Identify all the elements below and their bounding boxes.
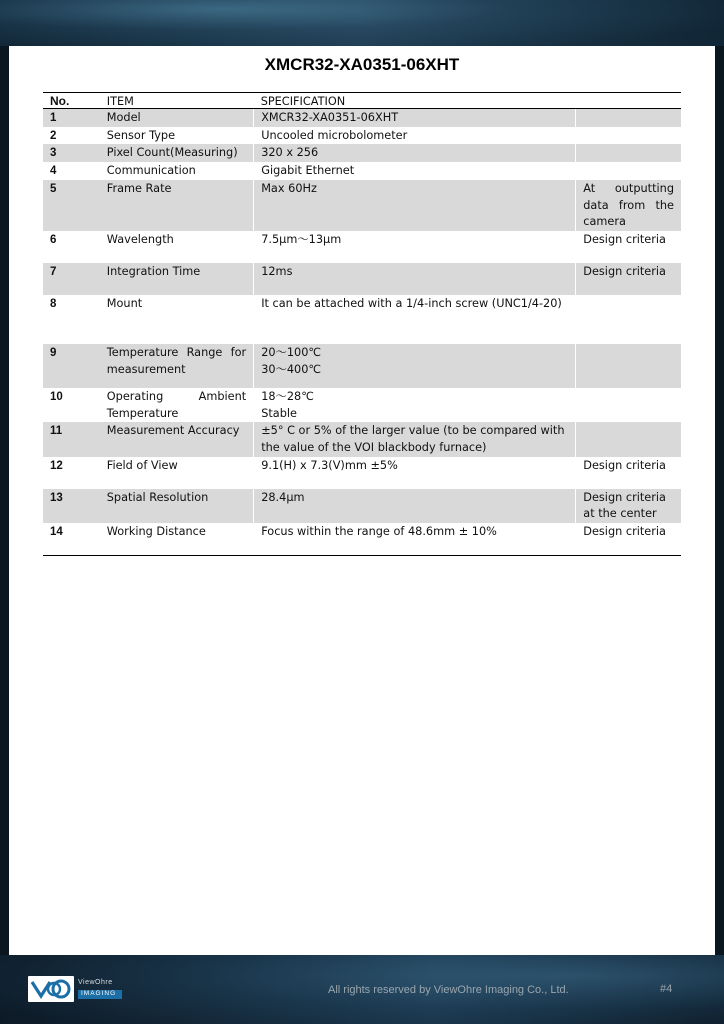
table-header-row bbox=[43, 93, 681, 109]
column-header-note bbox=[576, 93, 681, 109]
row-spec: 7.5μm〜13μm bbox=[254, 231, 576, 263]
row-item: Mount bbox=[100, 295, 254, 344]
row-number: 8 bbox=[50, 297, 57, 310]
row-item: Measurement Accuracy bbox=[100, 422, 254, 456]
row-note: Design criteria bbox=[576, 263, 681, 295]
row-spec: Max 60Hz bbox=[254, 180, 576, 231]
row-number: 10 bbox=[50, 390, 63, 403]
row-note: Design criteria at the center bbox=[576, 489, 681, 523]
row-note bbox=[576, 109, 681, 127]
table-row bbox=[43, 457, 681, 489]
logo-imaging-bar bbox=[78, 990, 122, 999]
row-item: Spatial Resolution bbox=[100, 489, 254, 523]
row-spec: 28.4μm bbox=[254, 489, 576, 523]
row-note bbox=[576, 162, 681, 180]
row-spec: Uncooled microbolometer bbox=[254, 127, 576, 145]
row-item: Model bbox=[100, 109, 254, 127]
column-header-spec: SPECIFICATION bbox=[254, 93, 576, 109]
table-row bbox=[43, 344, 681, 388]
row-note bbox=[576, 388, 681, 422]
row-number: 6 bbox=[50, 233, 57, 246]
row-spec: ±5° C or 5% of the larger value (to be compared with the value of the VOI blackbody furnace) bbox=[254, 422, 576, 456]
row-note bbox=[576, 144, 681, 162]
table-row bbox=[43, 180, 681, 231]
row-item: Field of View bbox=[100, 457, 254, 489]
row-note bbox=[576, 422, 681, 456]
spec-table bbox=[43, 92, 681, 556]
row-number: 2 bbox=[50, 129, 57, 142]
table-row bbox=[43, 523, 681, 556]
table-row bbox=[43, 231, 681, 263]
logo-subtitle: IMAGING bbox=[81, 990, 117, 997]
row-note: At outputting data from the camera bbox=[576, 180, 681, 231]
row-note bbox=[576, 344, 681, 388]
row-spec bbox=[254, 344, 576, 388]
company-logo bbox=[28, 976, 122, 1002]
row-note: Design criteria bbox=[583, 232, 666, 246]
table-row bbox=[43, 162, 681, 180]
column-header-no: No. bbox=[43, 93, 100, 109]
table-row bbox=[43, 489, 681, 523]
row-note bbox=[576, 295, 681, 344]
row-number: 3 bbox=[43, 144, 100, 162]
copyright-text: All rights reserved by ViewOhre Imaging Co., Ltd. bbox=[328, 984, 569, 996]
row-number: 9 bbox=[43, 344, 100, 388]
row-note bbox=[576, 127, 681, 145]
row-item: Operating Ambient Temperature bbox=[100, 388, 254, 422]
row-spec: 12ms bbox=[254, 263, 576, 295]
spec-line: 30〜400℃ bbox=[261, 362, 322, 376]
table-row bbox=[43, 144, 681, 162]
row-spec bbox=[254, 388, 576, 422]
row-spec: Gigabit Ethernet bbox=[254, 162, 576, 180]
row-number: 1 bbox=[43, 109, 100, 127]
column-header-item: ITEM bbox=[100, 93, 254, 109]
row-item: Working Distance bbox=[100, 523, 254, 556]
row-spec: Focus within the range of 48.6mm ± 10% bbox=[254, 523, 576, 556]
row-number: 7 bbox=[43, 263, 100, 295]
table-row bbox=[43, 295, 681, 344]
row-item: Sensor Type bbox=[100, 127, 254, 145]
spec-line: Stable bbox=[261, 406, 297, 420]
table-row bbox=[43, 127, 681, 145]
spec-line: 20〜100℃ bbox=[261, 345, 322, 359]
row-number: 11 bbox=[43, 422, 100, 456]
row-spec: It can be attached with a 1/4-inch screw (UNC1/4-20) bbox=[254, 295, 576, 344]
row-item: Frame Rate bbox=[100, 180, 254, 231]
row-spec: 320 x 256 bbox=[254, 144, 576, 162]
logo-mark-icon bbox=[28, 976, 74, 1002]
page-number: #4 bbox=[660, 983, 673, 995]
row-number: 5 bbox=[43, 180, 100, 231]
row-item: Temperature Range for measurement bbox=[100, 344, 254, 388]
row-number: 14 bbox=[43, 523, 100, 556]
row-note: Design criteria bbox=[576, 523, 681, 556]
row-number: 4 bbox=[50, 165, 57, 178]
row-number: 12 bbox=[50, 459, 63, 472]
header-band bbox=[0, 0, 724, 46]
row-item: Wavelength bbox=[100, 231, 254, 263]
table-row bbox=[43, 422, 681, 456]
row-number: 13 bbox=[43, 489, 100, 523]
row-note: Design criteria bbox=[583, 458, 666, 472]
row-item: Integration Time bbox=[100, 263, 254, 295]
spec-line: 18〜28℃ bbox=[261, 389, 314, 403]
page-title: XMCR32-XA0351-06XHT bbox=[264, 55, 460, 74]
row-item: Pixel Count(Measuring) bbox=[100, 144, 254, 162]
table-row bbox=[43, 388, 681, 422]
logo-name: ViewOhre bbox=[78, 979, 113, 986]
table-row bbox=[43, 109, 681, 127]
row-item: Communication bbox=[100, 162, 254, 180]
row-spec: XMCR32-XA0351-06XHT bbox=[254, 109, 576, 127]
row-spec: 9.1(H) x 7.3(V)mm ±5% bbox=[254, 457, 576, 489]
table-row bbox=[43, 263, 681, 295]
